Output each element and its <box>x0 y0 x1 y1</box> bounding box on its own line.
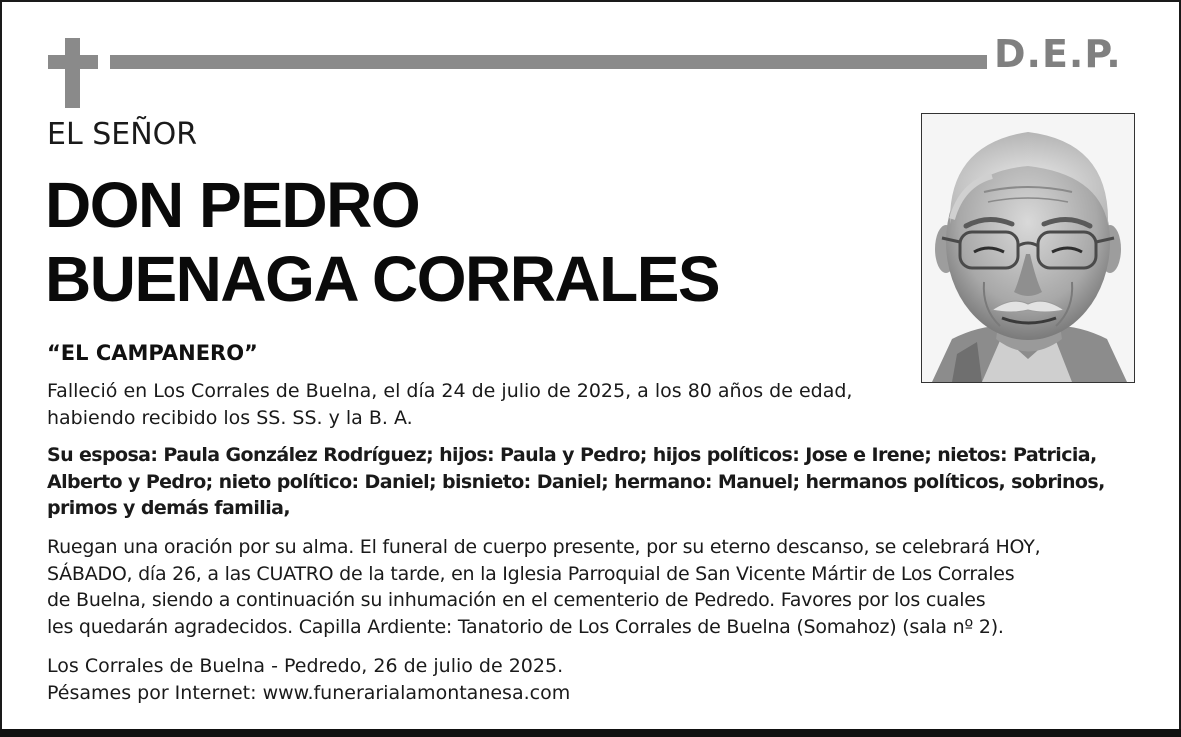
bottom-border <box>0 729 1181 737</box>
footer-info <box>47 653 570 706</box>
family-line: Su esposa: Paula González Rodríguez; hijos: Paula y Pedro; hijos políticos: Jose e Irene; nietos: Patricia, <box>47 444 1097 466</box>
dep-label: D.E.P. <box>994 32 1122 76</box>
place-date-line: Los Corrales de Buelna - Pedredo, 26 de julio de 2025. <box>47 655 564 677</box>
title-prefix: EL SEÑOR <box>47 117 198 152</box>
name-line-1: DON PEDRO <box>45 169 420 241</box>
funeral-line: SÁBADO, día 26, a las CUATRO de la tarde, en la Iglesia Parroquial de San Vicente Mártir de Los Corrales <box>47 562 1015 585</box>
family-line: Alberto y Pedro; nieto político: Daniel; bisnieto: Daniel; hermano: Manuel; hermanos políticos, sobrinos, <box>47 470 1105 493</box>
deceased-name <box>45 168 719 316</box>
nickname: “EL CAMPANERO” <box>47 341 258 365</box>
death-line: Falleció en Los Corrales de Buelna, el día 24 de julio de 2025, a los 80 años de edad, <box>47 380 853 402</box>
header-rule <box>110 55 987 69</box>
portrait-photo <box>921 113 1135 383</box>
portrait-illustration <box>922 114 1134 382</box>
family-list <box>47 442 1105 522</box>
funeral-line: Ruegan una oración por su alma. El funeral de cuerpo presente, por su eterno descanso, se celebrará HOY, <box>47 536 1041 558</box>
website-line: Pésames por Internet: www.funerarialamontanesa.com <box>47 681 571 704</box>
funeral-details <box>47 534 1040 640</box>
cross-icon <box>48 38 98 108</box>
death-line: habiendo recibido los SS. SS. y la B. A. <box>47 406 413 429</box>
funeral-line: les quedarán agradecidos. Capilla Ardiente: Tanatorio de Los Corrales de Buelna (Somahoz) (sala nº 2). <box>47 615 1004 638</box>
death-notice <box>47 378 852 431</box>
funeral-line: de Buelna, siendo a continuación su inhumación en el cementerio de Pedredo. Favores por los cuales <box>47 589 986 611</box>
family-line: primos y demás familia, <box>47 497 290 519</box>
name-line-2: BUENAGA CORRALES <box>45 243 720 315</box>
